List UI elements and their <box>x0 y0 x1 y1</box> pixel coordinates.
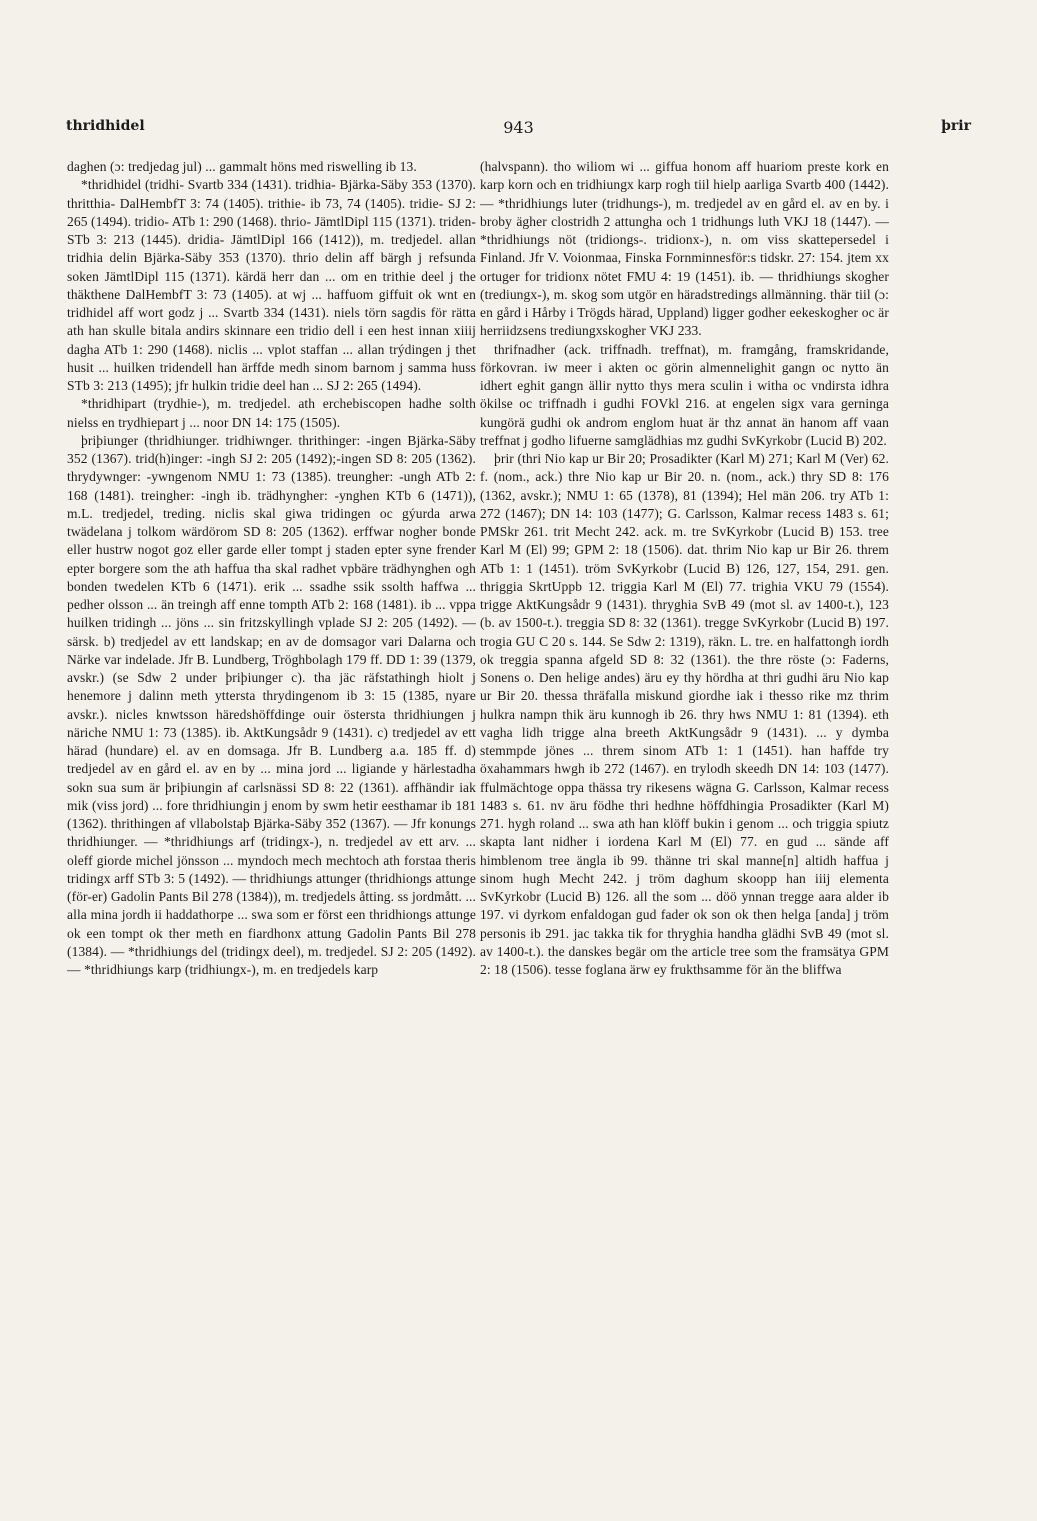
dictionary-entry: thrifnadher (ack. triffnadh. treffnat), m. framgång, framskridande, förkovran. iw meer i akten oc görin almennelighit gangn oc nytto än idhert eghit gangn ällir nytto thys mera sculin i witha oc vndirsta idhra ökilse oc triffnadh i gudhi FOVkl 216. at engelen sigx vara gerninga kungörä gudhi ok androm englom huat är thz annat än hanom aff vaan treffnat j godho lifuerne samglädhias mz gudhi SvKyrkobr (Lucid B) 202. <box>480 341 889 448</box>
header-right-guideword: þrir <box>941 118 971 134</box>
left-column <box>67 158 476 1488</box>
header-left-guideword: thridhidel <box>66 118 145 134</box>
dictionary-entry: daghen (ɔ: tredjedag jul) ... gammalt höns med riswelling ib 13. <box>67 159 417 174</box>
page-header <box>66 118 971 140</box>
right-column <box>480 158 889 1488</box>
dictionary-entry: þrir (thri Nio kap ur Bir 20; Prosadikter (Karl M) 271; Karl M (Ver) 62. f. (nom., ack.) thre Nio kap ur Bir 20. n. (nom., ack.) thry SD 8: 176 (1362, avskr.); NMU 1: 65 (1378), 81 (1394); Hel män 206. try ATb 1: 272 (1467); DN 14: 103 (1477); G. Carlsson, Kalmar recess 1483 s. 61; PMSkr 261. trit Mecht 242. ack. m. tre SvKyrkobr (Lucid B) 153. tree Karl M (El) 99; GPM 2: 18 (1506). dat. thrim Nio kap ur Bir 26. threm ATb 1: 1 (1451). tröm SvKyrkobr (Lucid B) 126, 127, 154, 291. gen. thriggia SkrtUppb 12. triggia Karl M (El) 77. trighia VKU 79 (1554). trigge AktKungsådr 9 (1431). thryghia SvB 49 (mot sl. av 1400-t.), 123 (b. av 1500-t.). treggia SD 8: 32 (1361). tregge SvKyrkobr (Lucid B) 197. trogia GU C 20 s. 144. Se Sdw 2: 1319), räkn. L. tre. en halfattongh iordh ok treggia spanna afgeld SD 8: 32 (1361). the thre röste (ɔ: Faderns, Sonens o. Den helige andes) äru ey thy hördha at thri gudhi äru Nio kap ur Bir 20. thessa thräfalla miskund giordhe iak i thesso rike mz thrim hulkra nampn thik äru kunnogh ib 26. thry hws NMU 1: 81 (1394). eth vagha lidh trigge alna breeth AktKungsådr 9 (1431). ... y dymba stemmpde jönes ... threm sinom ATb 1: 1 (1451). han haffde try öxahammars hwgh ib 272 (1467). en trylodh skeedh DN 14: 103 (1477). ffulmächtoge oppa thässa try rikesens wägna G. Carlsson, Kalmar recess 1483 s. 61. nv äru födhe thri hedhne höffdhingia Prosadikter (Karl M) 271. hygh roland ... swa ath han klöff bukin i genom ... och triggia spiutz skapta lant nidher i iordena Karl M (El) 77. en gud ... sände aff himblenom tree ängla ib 99. thänne tri skal manne[n] altidh haffua j sinom hugh Mecht 242. j tröm daghum skoopp han iiij elementa SvKyrkobr (Lucid B) 126. all the som ... döö ynnan tregge aara alder ib 197. vi dyrkom enfaldogan gud fader ok son ok then helga [anda] j tröm personis ib 291. jac takka tik for thryghia handha glädhi SvB 49 (mot sl. av 1400-t.). the danskes begär om the article tree som the framsätya GPM 2: 18 (1506). tesse foglana ärw ey frukthsamme för än the bliffwa <box>480 451 889 977</box>
dictionary-entry: *thridhipart (trydhie-), m. tredjedel. ath erchebiscopen hadhe solth nielss en trydhiepart j ... noor DN 14: 175 (1505). <box>67 396 476 430</box>
dictionary-entry: (halvspann). tho wiliom wi ... giffua honom aff huariom preste kork en karp korn och en tridhiungx karp rogh tiil hielp aarliga Svartb 400 (1442). — *thridhiungs luter (tridhungs-), m. tredjedel av en gård el. av en by. i broby ägher clostridh 2 attungha och 1 tridhungs luth VKJ 18 (1447). — *thridhiungs nöt (tridiongs-. tridionx-), n. om viss skattepersedel i Finland. Jfr V. Voionmaa, Finska Fornminnesför:s tidskr. 27: 154. jtem xx ortuger for tridionx nötet FMU 4: 19 (1451). ib. — thridhiungs skogher (trediungx-), m. skog som utgör en häradstredings allmänning. thär tiil (ɔ: en gård i Hårby i Trögds härad, Uppland) ligger godher eekeskogher oc är herriidzsens trediungxskogher VKJ 233. <box>480 159 889 339</box>
dictionary-entry: þriþiunger (thridhiunger. tridhiwnger. thrithinger: -ingen Bjärka-Säby 352 (1367). trid(h)inger: -ingh SJ 2: 205 (1492);-ingen SD 8: 205 (1362). thrydywnger: -ywngenom NMU 1: 73 (1385). treungher: -ungh ATb 2: 168 (1481). treingher: -ingh ib. trädhyngher: -ynghen KTb 6 (1471)), m.L. tredjedel, treding. niclis skal giwa tridingen oc gýurda arwa twädelana j tolkom wärdörom SD 8: 205 (1362). erffwar nogher bonde eller hustrw nogot goz eller garde eller tompt j staden epter syne frender epter borgere som the ath haffua tha skal radhet vpbäre trädhynghen ogh bonden twedelen KTb 6 (1471). erik ... ssadhe ssik ssolth haffwa ... pedher olsson ... än treingh aff enne tompth ATb 2: 168 (1481). ib ... vppa huilken tridingh ... jöns ... sin fritzskyllingh vplade SJ 2: 205 (1492). — särsk. b) tredjedel av ett landskap; en av de domsagor vari Dalarna och Närke var indelade. Jfr B. Lundberg, Tröghbolagh 179 ff. DD 1: 39 (1379, avskr.) (se Sdw 2 under þriþiunger c). tha jäc räfstathingh hiolt j henemore j dalinn meth yttersta thrydingenom ib 3: 15 (1385, nyare avskr.). nicles knwtsson häredshöffdinge ouir östersta thridhiungen j näriche NMU 1: 73 (1385). ib. AktKungsådr 9 (1431). c) tredjedel av ett härad (hundare) el. av en domsaga. Jfr B. Lundberg a.a. 185 ff. d) tredjedel av en gård el. av en by ... mina jord ... ligiande y härlestadha sokn sua sum är þriþiungin af carlsnässi SD 8: 22 (1361). affhändir iak mik (viss jord) ... fore thridhiungin j enom by swm hetir eesthamar ib 181 (1362). thrithingen af vllabolstaþ Bjärka-Säby 352 (1367). — Jfr konungs thridhiunger. — *thridhiungs arf (tridingx-), n. tredjedel av ett arv. ... oleff giorde michel jönsson ... myndoch mech mechtoch ath forstaa theris tridingx arff STb 3: 5 (1492). — thridhiungs attunger (thridhiongs attunge (för-er) Gadolin Pants Bil 278 (1384)), m. tredjedels åtting. ss jordmått. ... alla mina jordh ii haddathorpe ... swa som er först een thridhiongs attunge ok een tompt ok ther meth en fiardhonx attung Gadolin Pants Bil 278 (1384). — *thridhiungs del (tridingx deel), m. tredjedel. SJ 2: 205 (1492). — *thridhiungs karp (tridhiungx-), m. en tredjedels karp <box>67 432 476 977</box>
page-number: 943 <box>503 118 534 137</box>
dictionary-entry: *thridhidel (tridhi- Svartb 334 (1431). tridhia- Bjärka-Säby 353 (1370). thritthia- DalHembfT 3: 74 (1405). trithie- ib 73, 74 (1405). tridie- SJ 2: 265 (1494). tridio- ATb 1: 290 (1468). thrio- JämtlDipl 115 (1371). triden- STb 3: 213 (1445). dridia- JämtlDipl 166 (1412)), m. tredjedel. allan tridhia delin Bjärka-Säby 353 (1370). thrio delin aff bärgh j refsunda soken JämtlDipl 115 (1371). kärdä herr dan ... om en trithie deel j the thäkthene DalHembfT 3: 73 (1405). at wj ... haffuom giffuit ok wnt en tridhidel aff wort godz j ... Svartb 334 (1431). niels törn sagdis för rätta ath han skulle bitala andirs skinnare een tridio dell i een hest innan xiiij dagha ATb 1: 290 (1468). niclis ... vplot staffan ... allan trýdingen j thet husit ... huilken tridendell han ärffde medh sinom barnom j samma huss STb 3: 213 (1495); jfr hulkin tridie deel han ... SJ 2: 265 (1494). <box>67 177 476 393</box>
